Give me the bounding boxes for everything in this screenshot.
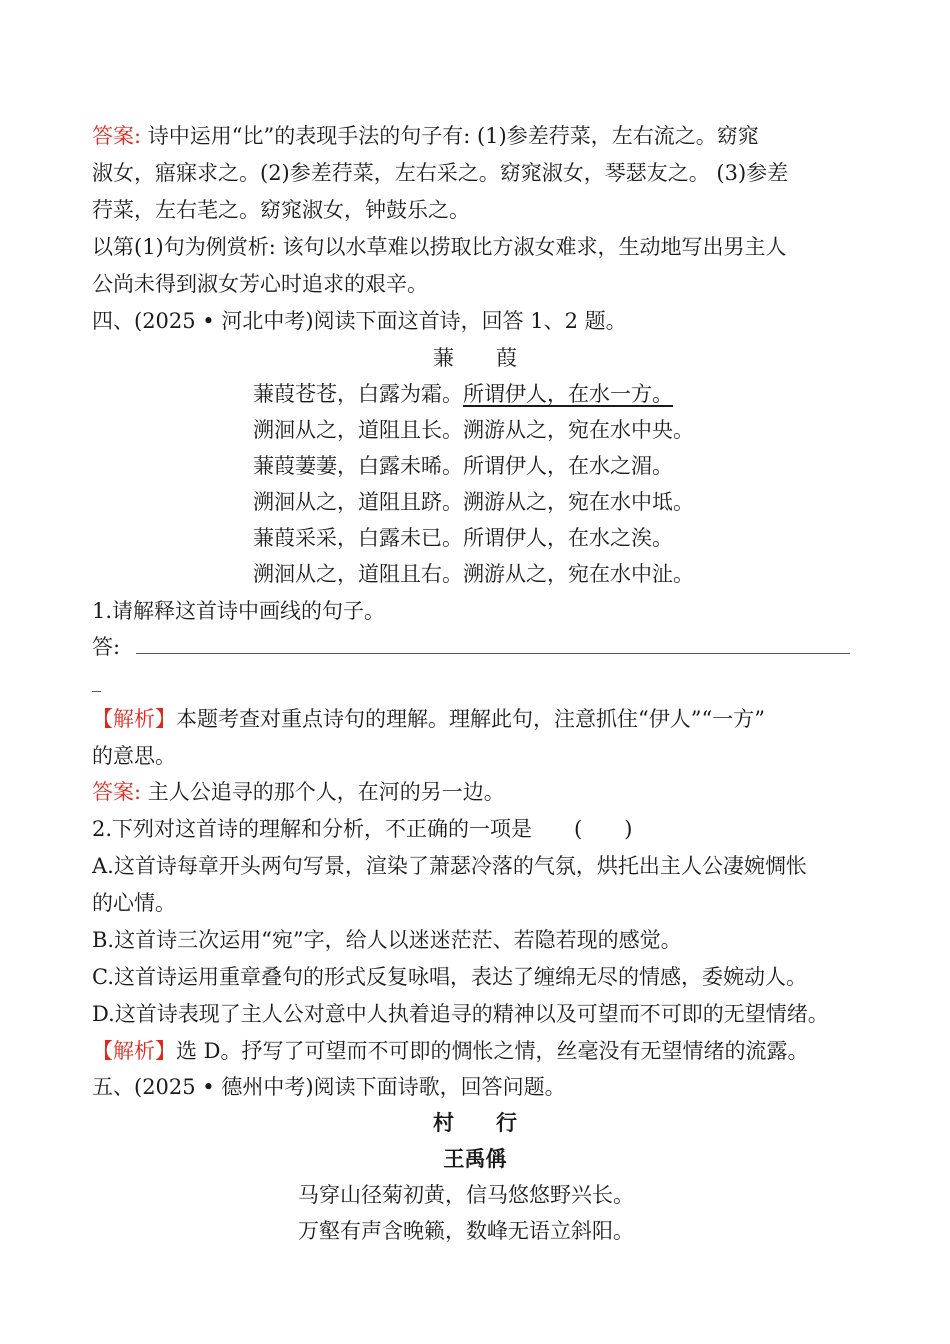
underlined-sentence: 所谓伊人，在水一方。 <box>463 382 673 406</box>
analysis-2-text: 选 D。抒写了可望而不可即的惆怅之情，丝毫没有无望情绪的流露。 <box>176 1039 809 1063</box>
answer-line-4: 以第(1)句为例赏析: 该句以水草难以捞取比方淑女难求，生动地写出男主人 <box>92 235 787 259</box>
answer-line-5: 公尚未得到淑女芳心时追求的艰辛。 <box>92 272 428 296</box>
poem-line-3: 蒹葭萋萋，白露未晞。所谓伊人，在水之湄。 <box>253 454 673 478</box>
answer-2-text: 主人公追寻的那个人，在河的另一边。 <box>141 780 505 804</box>
option-a-line-2: 的心情。 <box>92 891 176 915</box>
answer-2-line <box>92 777 505 807</box>
answer-text: 诗中运用“比”的表现手法的句子有: (1)参差荇菜，左右流之。窈窕 <box>141 124 759 148</box>
option-d: D.这首诗表现了主人公对意中人执着追寻的精神以及可望而不可即的无望情绪。 <box>92 1002 829 1026</box>
poem-line-2: 溯洄从之，道阻且长。溯游从之，宛在水中央。 <box>253 418 694 442</box>
poem-line-1a: 蒹葭苍苍，白露为霜。 <box>253 382 463 406</box>
analysis-1-line-1 <box>92 704 765 734</box>
analysis-label-2: 【解析】 <box>92 1039 176 1063</box>
section-5-heading: 五、(2025 • 德州中考)阅读下面诗歌，回答问题。 <box>92 1075 566 1099</box>
analysis-2-line <box>92 1036 809 1066</box>
analysis-1-line-2: 的意思。 <box>92 744 176 768</box>
answer-label-2: 答案: <box>92 780 142 804</box>
answer-blank-line[interactable] <box>136 653 850 654</box>
question-1: 1.请解释这首诗中画线的句子。 <box>92 599 386 623</box>
poem-line-5: 蒹葭采采，白露未已。所谓伊人，在水之涘。 <box>253 526 673 550</box>
poem-title-cunxing: 村 行 <box>433 1110 517 1135</box>
question-2: 2.下列对这首诗的理解和分析，不正确的一项是 ( ) <box>92 817 633 841</box>
option-b: B.这首诗三次运用“宛”字，给人以迷迷茫茫、若隐若现的感觉。 <box>92 928 682 952</box>
poem-line-4: 溯洄从之，道阻且跻。溯游从之，宛在水中坻。 <box>253 490 694 514</box>
poem-2-line-1: 马穿山径菊初黄，信马悠悠野兴长。 <box>298 1183 634 1207</box>
answer-line-3: 荇菜，左右芼之。窈窕淑女，钟鼓乐之。 <box>92 198 470 222</box>
section-4-heading: 四、(2025 • 河北中考)阅读下面这首诗，回答 1、2 题。 <box>92 309 627 333</box>
poem-author: 王禹偁 <box>443 1146 507 1171</box>
answer-label: 答案: <box>92 124 142 148</box>
option-c: C.这首诗运用重章叠句的形式反复咏唱，表达了缠绵无尽的情感，委婉动人。 <box>92 965 807 989</box>
poem-title-jianjia: 蒹 葭 <box>433 346 517 370</box>
poem-line-1 <box>253 379 673 409</box>
analysis-1-text: 本题考查对重点诗句的理解。理解此句，注意抓住“伊人”“一方” <box>176 707 765 731</box>
answer-blank-line-continued <box>92 691 101 692</box>
analysis-label: 【解析】 <box>92 707 176 731</box>
poem-2-line-2: 万壑有声含晚籁，数峰无语立斜阳。 <box>298 1219 634 1243</box>
answer-line-2: 淑女，寤寐求之。(2)参差荇菜，左右采之。窈窕淑女，琴瑟友之。 (3)参差 <box>92 161 789 185</box>
answer-line-1 <box>92 121 759 151</box>
option-a-line-1: A.这首诗每章开头两句写景，渲染了萧瑟冷落的气氛，烘托出主人公凄婉惆怅 <box>92 854 807 878</box>
poem-line-6: 溯洄从之，道阻且右。溯游从之，宛在水中沚。 <box>253 562 694 586</box>
answer-prompt: 答: <box>92 635 121 659</box>
